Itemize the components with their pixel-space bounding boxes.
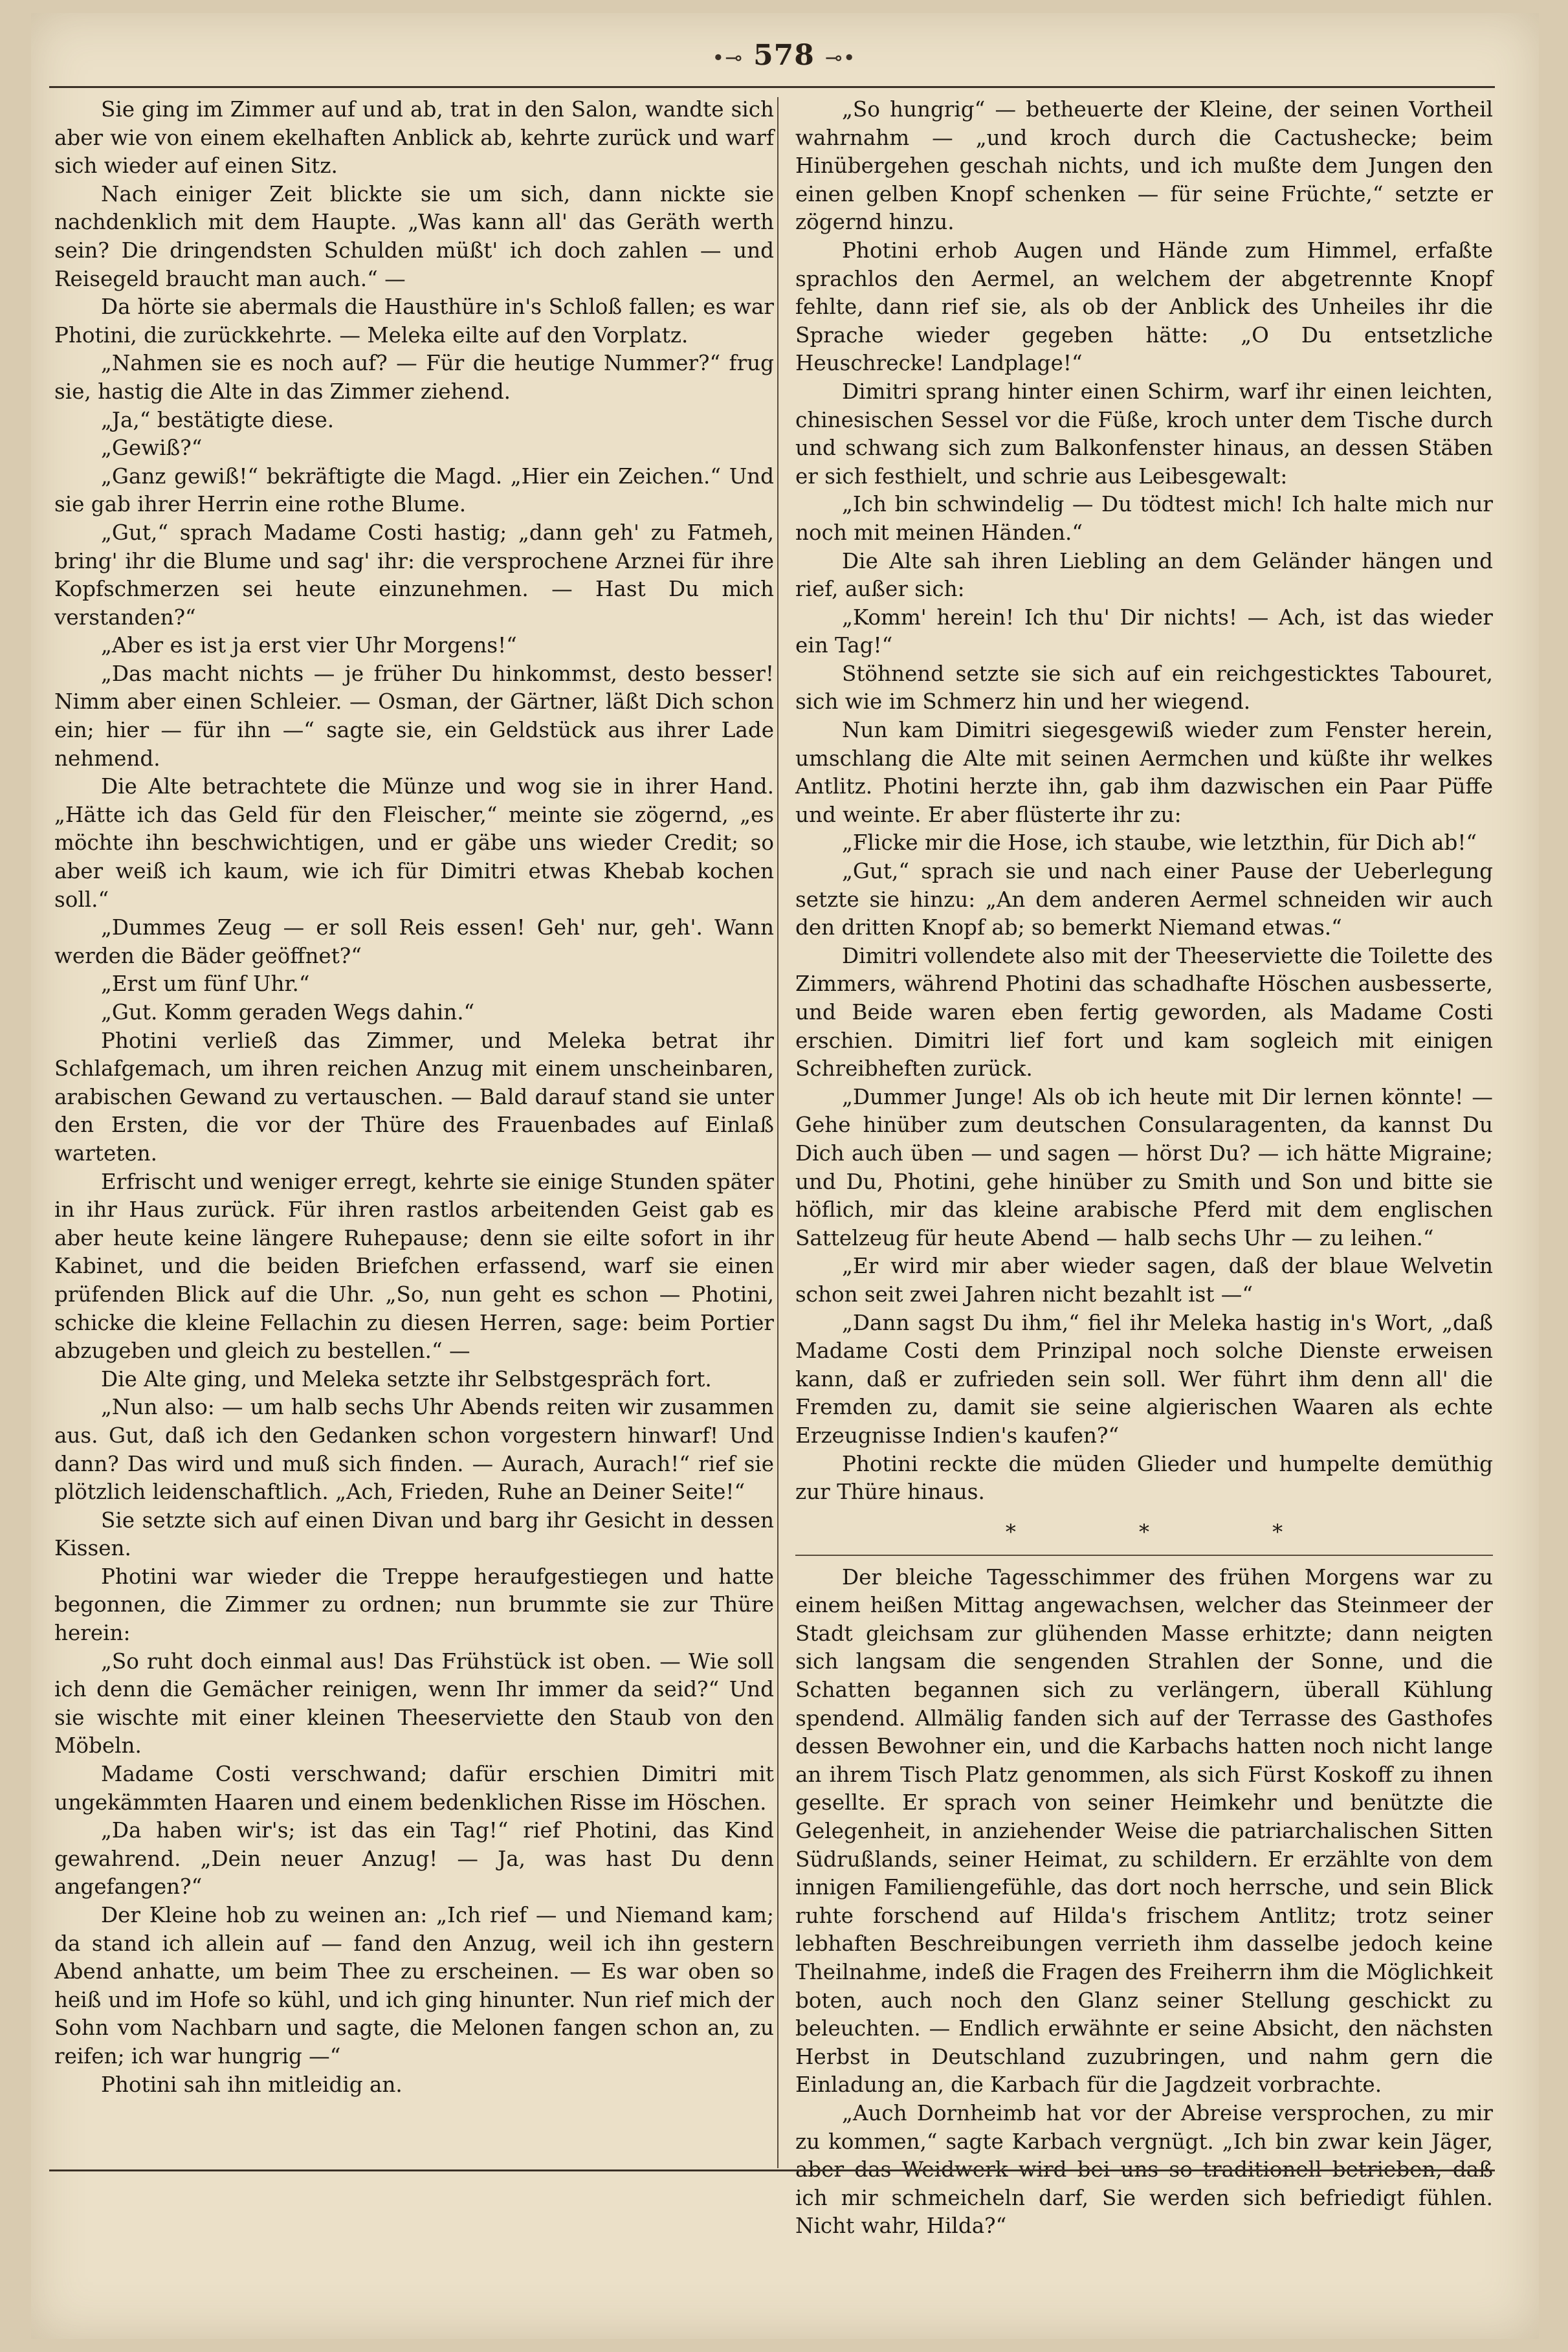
- paragraph: „Ich bin schwindelig — Du tödtest mich! Ich halte mich nur noch mit meinen Händen.“: [795, 492, 1493, 545]
- column-divider: [777, 97, 778, 2168]
- page-number: 578: [753, 39, 815, 72]
- paragraph: „Ganz gewiß!“ bekräftigte die Magd. „Hier ein Zeichen.“ Und sie gab ihrer Herrin eine rothe Blume.: [54, 463, 774, 517]
- paragraph: „Auch Dornheimb hat vor der Abreise versprochen, zu mir zu kommen,“ sagte Karbach vergnügt. „Ich bin zwar kein Jäger, aber das Weidwerk wird bei uns so traditionell betrieben, daß ich mir schmeicheln darf, Sie werden sich befriedigt fühlen. Nicht wahr, Hilda?“: [795, 2100, 1493, 2239]
- paragraph: Photini war wieder die Treppe heraufgestiegen und hatte begonnen, die Zimmer zu ordnen; nun brummte sie zur Thüre herein:: [54, 1564, 774, 1646]
- paragraph: Photini reckte die müden Glieder und humpelte demüthig zur Thüre hinaus.: [795, 1451, 1493, 1505]
- paragraph: „Dann sagst Du ihm,“ fiel ihr Meleka hastig in's Wort, „daß Madame Costi dem Prinzipal noch solche Dienste erweisen kann, daß er zufrieden sein soll. Wer führt ihm denn all' die Fremden zu, damit sie seine algierischen Waaren als echte Erzeugnisse Indien's kaufen?“: [795, 1310, 1493, 1448]
- paragraph: Der bleiche Tagesschimmer des frühen Morgens war zu einem heißen Mittag angewachsen, welcher das Steinmeer der Stadt gleichsam zur glühenden Masse erhitzte; dann neigten sich langsam die sengenden Strahlen der Sonne, und die Schatten begannen sich zu verlängern, überall Kühlung spendend. Allmälig fanden sich auf der Terrasse des Gasthofes dessen Bewohner ein, und die Karbachs hatten noch nicht lange an ihrem Tisch Platz genommen, als sich Fürst Koskoff zu ihnen gesellte. Er sprach von seiner Heimkehr und benützte die Gelegenheit, in anziehender Weise die patriarchalischen Sitten Südrußlands, seiner Heimat, zu schildern. Er erzählte von dem innigen Familiengefühle, das dort noch herrsche, und sein Blick ruhte forschend auf Hilda's frischem Antlitz; trotz seiner lebhaften Beschreibungen verrieth ihm dasselbe jedoch keine Theilnahme, indeß die Fragen des Freiherrn ihm die Möglichkeit boten, auch noch den Glanz seiner Stellung geschickt zu beleuchten. — Endlich erwähnte er seine Absicht, den nächsten Herbst in Deutschland zuzubringen, und nahm gern die Einladung an, die Karbach für die Jagdzeit vorbrachte.: [795, 1564, 1493, 2098]
- paragraph: „Nun also: — um halb sechs Uhr Abends reiten wir zusammen aus. Gut, daß ich den Gedanken schon vorgestern hinwarf! Und dann? Das wird und muß sich finden. — Aurach, Aurach!“ rief sie plötzlich leidenschaftlich. „Ach, Frieden, Ruhe an Deiner Seite!“: [54, 1395, 774, 1505]
- paragraph: „Flicke mir die Hose, ich staube, wie letzthin, für Dich ab!“: [842, 830, 1477, 856]
- paragraph: „Komm' herein! Ich thu' Dir nichts! — Ach, ist das wieder ein Tag!“: [795, 605, 1493, 658]
- footer-rule: [49, 2169, 1495, 2171]
- paragraph: „Gut,“ sprach Madame Costi hastig; „dann geh' zu Fatmeh, bring' ihr die Blume und sag' ihr: die versprochene Arznei für ihre Kopfschmerzen sei heute einzunehmen. — Hast Du mich verstanden?“: [54, 520, 774, 630]
- right-column-top: [795, 96, 1493, 1507]
- paragraph: „Aber es ist ja erst vier Uhr Morgens!“: [101, 633, 517, 658]
- paragraph: „Dummes Zeug — er soll Reis essen! Geh' nur, geh'. Wann werden die Bäder geöffnet?“: [54, 915, 774, 968]
- paragraph: „Dummer Junge! Als ob ich heute mit Dir lernen könnte! — Gehe hinüber zum deutschen Consularagenten, da kannst Du Dich auch üben — und sagen — hörst Du? — ich hätte Migraine; und Du, Photini, gehe hinüber zu Smith und Son und bitte sie höflich, mir das kleine arabische Pferd mit dem englischen Sattelzeug für heute Abend — halb sechs Uhr — zu leihen.“: [795, 1084, 1493, 1250]
- header-rule: [49, 86, 1495, 88]
- paragraph: Sie setzte sich auf einen Divan und barg ihr Gesicht in dessen Kissen.: [54, 1507, 774, 1561]
- paragraph: Die Alte sah ihren Liebling an dem Geländer hängen und rief, außer sich:: [795, 548, 1493, 602]
- paragraph: „Da haben wir's; ist das ein Tag!“ rief Photini, das Kind gewahrend. „Dein neuer Anzug! — Ja, was hast Du denn angefangen?“: [54, 1818, 774, 1900]
- paragraph: „Ja,“ bestätigte diese.: [101, 407, 335, 432]
- right-column: [795, 96, 1493, 2241]
- left-column: [54, 96, 774, 2099]
- paragraph: Erfrischt und weniger erregt, kehrte sie einige Stunden später in ihr Haus zurück. Für ihren rastlos arbeitenden Geist gab es aber heute keine längere Ruhepause; denn sie eilte sofort in ihr Kabinet, und die beiden Briefchen erfassend, warf sie einen prüfenden Blick auf die Uhr. „So, nun geht es schon — Photini, schicke die kleine Fellachin zu diesen Herren, sage: beim Portier abzugeben und gleich zu bestellen.“ —: [54, 1169, 774, 1364]
- paragraph: Da hörte sie abermals die Hausthüre in's Schloß fallen; es war Photini, die zurückkehrte. — Meleka eilte auf den Vorplatz.: [54, 294, 774, 348]
- paragraph: Madame Costi verschwand; dafür erschien Dimitri mit ungekämmten Haaren und einem bedenklichen Risse im Höschen.: [54, 1762, 774, 1815]
- paragraph: Sie ging im Zimmer auf und ab, trat in den Salon, wandte sich aber wie von einem ekelhaften Anblick ab, kehrte zurück und warf sich wieder auf einen Sitz.: [54, 97, 774, 179]
- paragraph: „Er wird mir aber wieder sagen, daß der blaue Welvetin schon seit zwei Jahren nicht bezahlt ist —“: [795, 1254, 1493, 1307]
- paragraph: Die Alte ging, und Meleka setzte ihr Selbstgespräch fort.: [101, 1366, 712, 1392]
- paragraph: „Das macht nichts — je früher Du hinkommst, desto besser! Nimm aber einen Schleier. — Osman, der Gärtner, läßt Dich schon ein; hier — für ihn —“ sagte sie, ein Geldstück aus ihrer Lade nehmend.: [54, 661, 774, 771]
- paragraph: Dimitri sprang hinter einen Schirm, warf ihr einen leichten, chinesischen Sessel vor die Füße, kroch unter dem Tische durch und schwang sich zum Balkonfenster hinaus, an dessen Stäben er sich festhielt, und schrie aus Leibesgewalt:: [795, 379, 1493, 489]
- paragraph: Photini verließ das Zimmer, und Meleka betrat ihr Schlafgemach, um ihren reichen Anzug mit einem unscheinbaren, arabischen Gewand zu vertauschen. — Bald darauf stand sie unter den Ersten, die vor der Thüre des Frauenbades auf Einlaß warteten.: [54, 1028, 774, 1166]
- paragraph: „Nahmen sie es noch auf? — Für die heutige Nummer?“ frug sie, hastig die Alte in das Zimmer ziehend.: [54, 351, 774, 404]
- paragraph: Stöhnend setzte sie sich auf ein reichgesticktes Tabouret, sich wie im Schmerz hin und her wiegend.: [795, 661, 1493, 715]
- paragraph: „Gewiß?“: [101, 436, 203, 461]
- paragraph: Der Kleine hob zu weinen an: „Ich rief — und Niemand kam; da stand ich allein auf — fand den Anzug, weil ich ihn gestern Abend anhatte, um beim Thee zu erscheinen. — Es war oben so heiß und im Hofe so kühl, und ich ging hinunter. Nun rief mich der Sohn vom Nachbarn und sagte, die Melonen fangen schon an, zu reifen; ich war hungrig —“: [54, 1903, 774, 2069]
- paragraph: „So hungrig“ — betheuerte der Kleine, der seinen Vortheil wahrnahm — „und kroch durch die Cactushecke; beim Hinübergehen geschah nichts, und ich mußte dem Jungen den einen gelben Knopf schenken — für seine Früchte,“ setzte er zögernd hinzu.: [795, 97, 1493, 235]
- section-rule: [795, 1555, 1493, 1556]
- paragraph: „Erst um fünf Uhr.“: [101, 971, 310, 997]
- paragraph: „Gut. Komm geraden Wegs dahin.“: [101, 1000, 475, 1025]
- paragraph: „So ruht doch einmal aus! Das Frühstück ist oben. — Wie soll ich denn die Gemächer reinigen, wenn Ihr immer da seid?“ Und sie wischte mit einer kleinen Theeserviette den Staub von den Möbeln.: [54, 1648, 774, 1758]
- paragraph: Photini sah ihn mitleidig an.: [101, 2072, 403, 2097]
- paragraph: Nun kam Dimitri siegesgewiß wieder zum Fenster herein, umschlang die Alte mit seinen Aermchen und küßte ihr welkes Antlitz. Photini herzte ihn, gab ihm dazwischen ein Paar Püffe und weinte. Er aber flüsterte ihr zu:: [795, 718, 1493, 827]
- paragraph: Die Alte betrachtete die Münze und wog sie in ihrer Hand. „Hätte ich das Geld für den Fleischer,“ meinte sie zögernd, „es möchte ihn beschwichtigen, und er gäbe uns wieder Credit; so aber weiß ich kaum, wie ich für Dimitri etwas Khebab kochen soll.“: [54, 774, 774, 912]
- right-column-bottom: [795, 1564, 1493, 2241]
- header-ornament-left: •⊸: [712, 45, 744, 70]
- header-ornament-right: ⊸•: [824, 45, 856, 70]
- section-break-asterisks: * * *: [1005, 1519, 1342, 1544]
- paragraph: Photini erhob Augen und Hände zum Himmel, erfaßte sprachlos den Aermel, an welchem der abgetrennte Knopf fehlte, dann rief sie, als ob der Anblick des Unheiles ihr die Sprache wieder gegeben hätte: „O Du entsetzliche Heuschrecke! Landplage!“: [795, 238, 1493, 376]
- page-header: [0, 39, 1568, 72]
- paragraph: „Gut,“ sprach sie und nach einer Pause der Ueberlegung setzte sie hinzu: „An dem anderen Aermel schneiden wir auch den dritten Knopf ab; so bemerkt Niemand etwas.“: [795, 859, 1493, 940]
- paragraph: Dimitri vollendete also mit der Theeserviette die Toilette des Zimmers, während Photini das schadhafte Höschen ausbesserte, und Beide waren eben fertig geworden, als Madame Costi erschien. Dimitri lief fort und kam sogleich mit einigen Schreibheften zurück.: [795, 943, 1493, 1082]
- paragraph: Nach einiger Zeit blickte sie um sich, dann nickte sie nachdenklich mit dem Haupte. „Was kann all' das Geräth werth sein? Die dringendsten Schulden müßt' ich doch zahlen — und Reisegeld braucht man auch.“ —: [54, 181, 774, 291]
